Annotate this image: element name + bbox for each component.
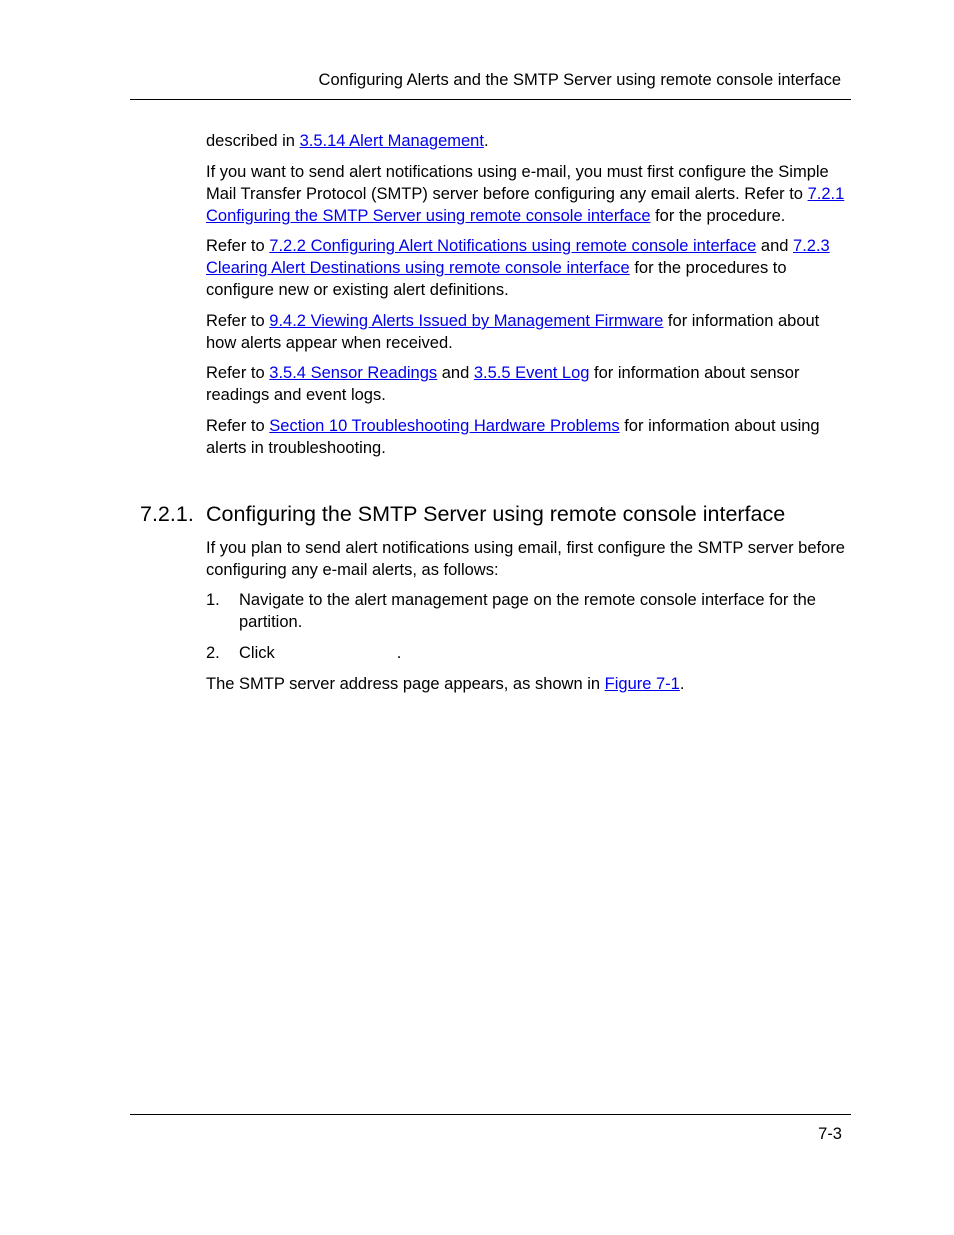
paragraph-described-in [206, 130, 846, 152]
header-rule [130, 99, 851, 100]
p2-text-end: for the procedure. [650, 207, 786, 225]
step-number: 1. [206, 591, 220, 609]
result-text-end: . [679, 675, 685, 693]
p2-text: If you want to send alert notifications using e-mail, you must first configure the Simple Mail Transfer Protocol (SMTP) server before configuring any email alerts. Refer to [206, 163, 829, 203]
step-number: 2. [206, 644, 220, 662]
link-viewing-alerts[interactable]: 9.4.2 Viewing Alerts Issued by Management Firmware [269, 312, 664, 330]
footer-rule [130, 1114, 851, 1115]
link-event-log[interactable]: 3.5.5 Event Log [473, 364, 590, 382]
section-number: 7.2.1. [140, 502, 194, 526]
step-2 [206, 642, 846, 664]
step-text [239, 642, 846, 664]
p3-text-end: for the procedures to configure new or existing alert definitions. [206, 259, 787, 299]
paragraph-smtp-page-appears [206, 673, 846, 695]
paragraph-alert-procedures [206, 235, 846, 301]
link-clearing-alert-destinations[interactable]: 7.2.3 Clearing Alert Destinations using remote console interface [206, 237, 830, 277]
link-alert-management[interactable]: 3.5.14 Alert Management [299, 132, 484, 150]
paragraph-troubleshooting [206, 415, 846, 459]
section-intro: If you plan to send alert notifications using email, first configure the SMTP server before configuring any e-mail alerts, as follows: [206, 539, 845, 579]
page-number: 7-3 [818, 1125, 842, 1143]
section-heading [140, 500, 785, 528]
p5-text-end: for information about sensor readings and event logs. [206, 364, 800, 404]
running-header: Configuring Alerts and the SMTP Server using remote console interface [318, 71, 841, 89]
p6-text: Refer to [206, 417, 270, 435]
p1-text-end: . [483, 132, 489, 150]
link-sensor-readings[interactable]: 3.5.4 Sensor Readings [269, 364, 438, 382]
p5-text: Refer to [206, 364, 270, 382]
link-troubleshooting-hardware[interactable]: Section 10 Troubleshooting Hardware Problems [269, 417, 620, 435]
paragraph-sensor-readings [206, 362, 846, 406]
link-configuring-smtp-server[interactable]: 7.2.1 Configuring the SMTP Server using remote console interface [206, 185, 845, 225]
p5-text-mid: and [437, 364, 474, 382]
link-figure-7-1[interactable]: Figure 7-1 [604, 675, 680, 693]
p4-text-end: for information about how alerts appear when received. [206, 312, 820, 352]
paragraph-smtp-first [206, 161, 846, 227]
result-text: The SMTP server address page appears, as shown in [206, 675, 605, 693]
p1-text: described in [206, 132, 300, 150]
step-text: Navigate to the alert management page on the remote console interface for the partition. [239, 591, 816, 631]
step-1 [206, 589, 846, 633]
p4-text: Refer to [206, 312, 270, 330]
link-configuring-alert-notifications[interactable]: 7.2.2 Configuring Alert Notifications using remote console interface [269, 237, 757, 255]
step-2-click: Click [239, 644, 275, 662]
step-2-period: . [396, 644, 402, 662]
p3-text-mid: and [756, 237, 794, 255]
p6-text-end: for information about using alerts in troubleshooting. [206, 417, 820, 457]
section-title: Configuring the SMTP Server using remote console interface [206, 502, 786, 526]
p3-text: Refer to [206, 237, 270, 255]
paragraph-viewing-alerts [206, 310, 846, 354]
